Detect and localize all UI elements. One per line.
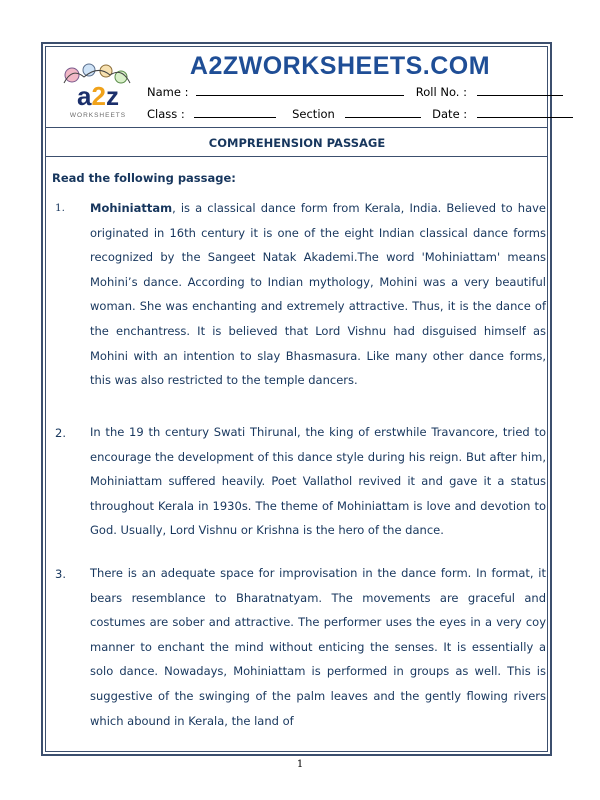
name-label: Name : — [147, 85, 189, 99]
paragraph-text: There is an adequate space for improvisation in the dance form. In format, it bears resemblance to Bharatnatyam. The movements are graceful and costumes are sober and attractive. The performer uses the eyes in a very coy manner to enchant the mind without enticing the senses. It is essentially a solo dance. Nowadays, Mohiniattam is performed in groups as well. This is suggestive of the swinging of the palm leaves and the gently flowing rivers which abound in Kerala, the land of — [90, 566, 546, 728]
section-blank[interactable] — [345, 106, 421, 118]
logo-lettering: a2z — [77, 81, 119, 111]
paragraph-number: 2. — [55, 426, 66, 440]
header-divider — [46, 127, 548, 128]
site-title: A2ZWORKSHEETS.COM — [189, 52, 491, 80]
section-label: Section — [292, 107, 335, 121]
paragraph-keyword: Mohiniattam — [90, 201, 173, 215]
a2z-logo — [58, 63, 138, 121]
name-blank[interactable] — [196, 84, 404, 96]
paragraph-3 — [90, 561, 546, 733]
svg-text:WORKSHEETS: WORKSHEETS — [69, 112, 127, 119]
roll-label: Roll No. : — [415, 85, 467, 99]
paragraph-number: 1. — [55, 202, 66, 214]
section-heading: COMPREHENSION PASSAGE — [208, 136, 386, 150]
heading-divider — [46, 156, 548, 157]
paragraph-number: 3. — [55, 567, 66, 581]
paragraph-text: In the 19 th century Swati Thirunal, the king of erstwhile Travancore, tried to encourage the development of this dance style during his reign. But after him, Mohiniattam suffered heavily. Poet Vallathol revived it and gave it a status throughout Kerala in 1930s. The theme of Mohiniattam is love and devotion to God. Usually, Lord Vishnu or Krishna is the hero of the dance. — [90, 425, 546, 538]
page-number: 1 — [296, 759, 304, 770]
date-blank[interactable] — [477, 106, 573, 118]
class-section-date-row — [147, 106, 573, 121]
class-blank[interactable] — [194, 106, 276, 118]
name-roll-row — [147, 84, 563, 99]
paragraph-text: , is a classical dance form from Kerala, India. Believed to have originated in 16th century it is one of the eight Indian classical dance forms recognized by the Sangeet Natak Akademi.The word 'Mohiniattam' means Mohini’s dance. According to Indian mythology, Mohini was a very beautiful woman. She was enchanting and extremely attractive. Thus, it is the dance of the enchantress. It is believed that Lord Vishnu had disguised himself as Mohini with an intention to slay Bhasmasura. Like many other dance forms, this was also restricted to the temple dancers. — [90, 201, 546, 388]
paragraph-2 — [90, 420, 546, 543]
roll-blank[interactable] — [477, 84, 563, 96]
paragraph-1 — [90, 196, 546, 393]
class-label: Class : — [147, 107, 185, 121]
date-label: Date : — [432, 107, 468, 121]
instruction-text: Read the following passage: — [52, 171, 236, 185]
